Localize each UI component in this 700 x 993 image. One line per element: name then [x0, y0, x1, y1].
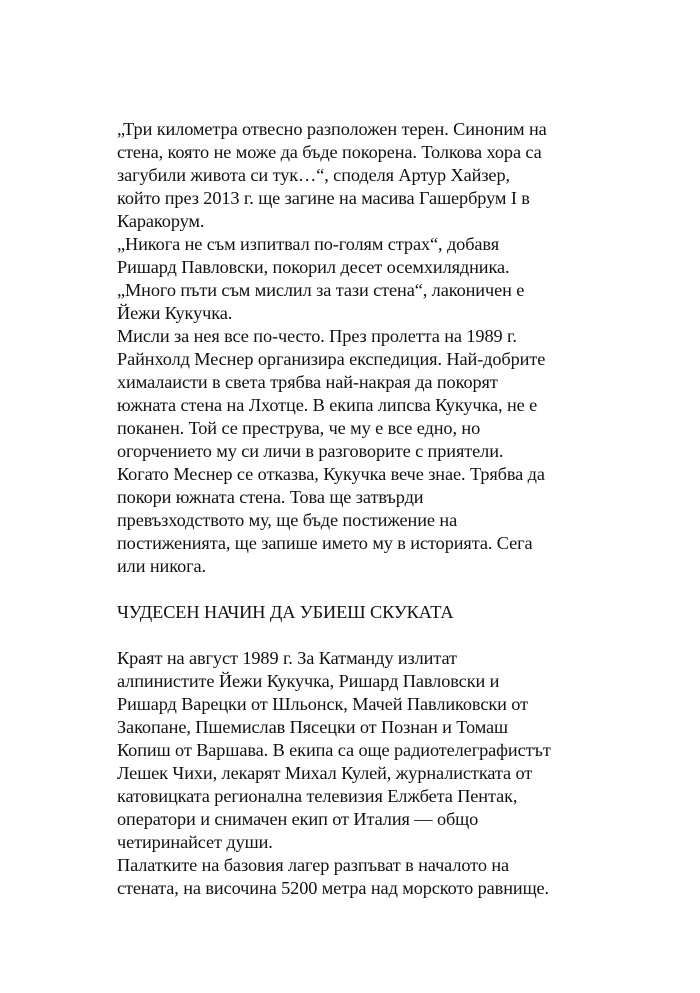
- text-line: оператори и снимачен екип от Италия — общо: [117, 809, 479, 829]
- text-line: огорчението му си личи в разговорите с приятели.: [117, 441, 504, 461]
- text-line: Ришард Павловски, покорил десет осемхилядника.: [117, 257, 510, 277]
- text-line: поканен. Той се преструва, че му е все едно, но: [117, 418, 481, 438]
- text-line: покори южната стена. Това ще затвърди: [117, 487, 424, 507]
- text-line: Ришард Варецки от Шльонск, Мачей Павликовски от: [117, 694, 528, 714]
- text-line: Когато Меснер се отказва, Кукучка вече знае. Трябва да: [117, 464, 545, 484]
- text-line: катовицката регионална телевизия Елжбета Пентак,: [117, 786, 518, 806]
- text-line: алпинистите Йежи Кукучка, Ришард Павловски и: [117, 671, 500, 691]
- text-line: превъзходството му, ще бъде постижение на: [117, 510, 458, 530]
- text-line: стена, която не може да бъде покорена. Толкова хора са: [117, 142, 542, 162]
- text-line: който през 2013 г. ще загине на масива Гашербрум I в: [117, 188, 530, 208]
- text-line: стената, на височина 5200 метра над морското равнище.: [117, 878, 550, 898]
- text-line: Закопане, Пшемислав Пясецки от Познан и Томаш: [117, 717, 509, 737]
- text-line: Краят на август 1989 г. За Катманду излитат: [117, 648, 457, 668]
- text-line: Палатките на базовия лагер разпъват в началото на: [117, 855, 510, 875]
- text-line: Копиш от Варшава. В екипа са още радиотелеграфистът: [117, 740, 551, 760]
- document-page: [117, 118, 617, 900]
- text-line: „Никога не съм изпитвал по-голям страх“, добавя: [117, 234, 500, 254]
- text-line: Райнхолд Меснер организира експедиция. Най-добрите: [117, 349, 546, 369]
- section-heading: ЧУДЕСЕН НАЧИН ДА УБИЕШ СКУКАТА: [117, 602, 454, 622]
- text-line: загубили живота си тук…“, споделя Артур Хайзер,: [117, 165, 510, 185]
- text-line: Каракорум.: [117, 211, 205, 231]
- text-line: южната стена на Лхотце. В екипа липсва Кукучка, не е: [117, 395, 538, 415]
- text-line: постиженията, ще запише името му в историята. Сега: [117, 533, 533, 553]
- text-line: Мисли за нея все по-често. През пролетта на 1989 г.: [117, 326, 517, 346]
- text-block-2: [117, 647, 617, 900]
- text-block-1: [117, 118, 617, 578]
- text-line: или никога.: [117, 556, 207, 576]
- text-line: хималаисти в света трябва най-накрая да покорят: [117, 372, 498, 392]
- text-line: Йежи Кукучка.: [117, 303, 233, 323]
- text-line: „Три километра отвесно разположен терен. Синоним на: [117, 119, 547, 139]
- text-line: четиринайсет души.: [117, 832, 273, 852]
- text-line: „Много пъти съм мислил за тази стена“, лаконичен е: [117, 280, 525, 300]
- text-line: Лешек Чихи, лекарят Михал Кулей, журналистката от: [117, 763, 533, 783]
